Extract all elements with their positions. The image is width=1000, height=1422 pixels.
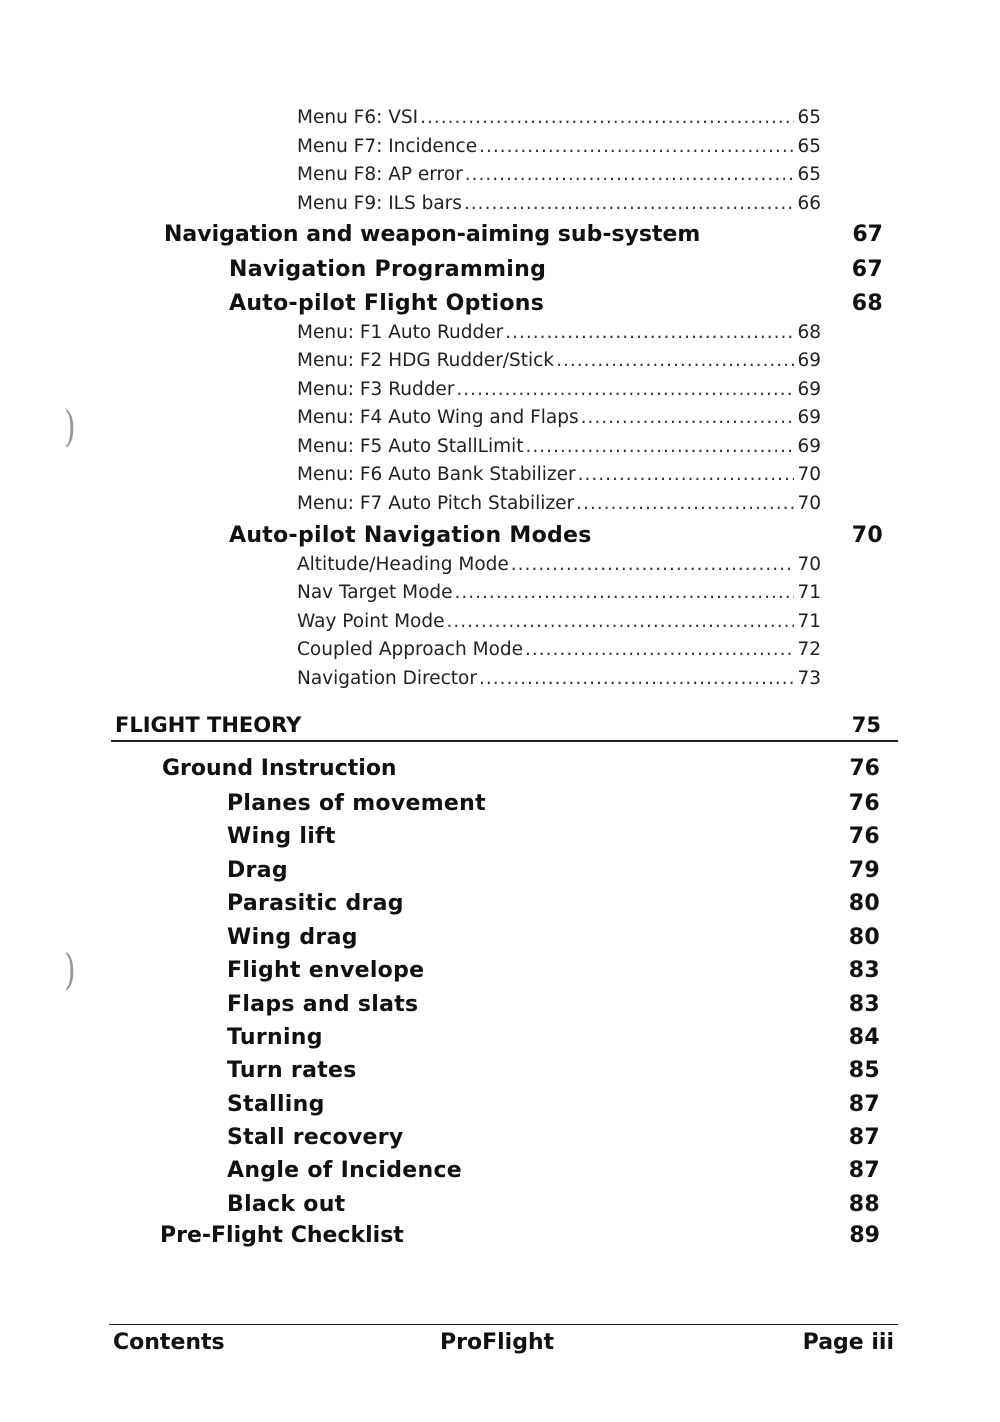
toc-topic[interactable] [227, 824, 880, 849]
topic-label: Drag [227, 858, 288, 883]
toc-entry[interactable] [297, 668, 821, 694]
toc-topic[interactable] [227, 1092, 880, 1117]
entry-page: 65 [797, 107, 821, 128]
topic-label: Planes of movement [227, 791, 486, 816]
topic-label: Wing drag [227, 925, 358, 950]
topic-page: 80 [848, 891, 880, 916]
toc-entry[interactable] [297, 582, 821, 608]
entry-label: Coupled Approach Mode [297, 639, 524, 660]
entry-page: 65 [797, 136, 821, 157]
toc-entry[interactable] [297, 136, 821, 162]
entry-label: Navigation Director [297, 668, 477, 689]
toc-entry[interactable] [297, 436, 821, 462]
entry-page: 70 [797, 493, 821, 514]
heading-label: Auto-pilot Flight Options [229, 291, 545, 316]
toc-topic[interactable] [227, 858, 880, 883]
topic-page: 87 [848, 1092, 880, 1117]
toc-heading-navigation[interactable] [164, 222, 883, 247]
topic-label: Turning [227, 1025, 323, 1050]
topic-page: 83 [848, 958, 880, 983]
heading-page: 76 [849, 756, 880, 781]
dot-leader [464, 193, 795, 214]
toc-topic[interactable] [227, 1192, 880, 1217]
dot-leader [511, 554, 795, 575]
topic-page: 79 [848, 858, 880, 883]
toc-entry[interactable] [297, 493, 821, 519]
topic-page: 88 [848, 1192, 880, 1217]
topic-label: Turn rates [227, 1058, 357, 1083]
toc-topic[interactable] [227, 992, 880, 1017]
dot-leader [526, 436, 795, 457]
topic-label: Angle of Incidence [227, 1158, 463, 1183]
topic-label: Black out [227, 1192, 346, 1217]
entry-label: Menu F9: ILS bars [297, 193, 462, 214]
entry-label: Menu F6: VSI [297, 107, 419, 128]
entry-label: Menu: F1 Auto Rudder [297, 322, 504, 343]
section-divider [111, 740, 898, 742]
heading-label: Pre-Flight Checklist [160, 1223, 404, 1248]
topic-label: Wing lift [227, 824, 336, 849]
toc-topic[interactable] [227, 925, 880, 950]
toc-topic[interactable] [227, 958, 880, 983]
toc-entry[interactable] [297, 107, 821, 133]
toc-heading-ground-instruction[interactable] [162, 756, 880, 781]
topic-page: 85 [848, 1058, 880, 1083]
topic-page: 87 [848, 1125, 880, 1150]
heading-page: 67 [852, 222, 883, 247]
topic-label: Stalling [227, 1092, 325, 1117]
entry-label: Nav Target Mode [297, 582, 453, 603]
dot-leader [447, 611, 795, 632]
dot-leader [525, 639, 794, 660]
toc-topic[interactable] [227, 1125, 880, 1150]
section-label: FLIGHT THEORY [115, 713, 302, 737]
topic-page: 76 [848, 824, 880, 849]
toc-topic[interactable] [227, 1158, 880, 1183]
entry-page: 70 [797, 554, 821, 575]
entry-page: 66 [797, 193, 821, 214]
entry-label: Menu F8: AP error [297, 164, 463, 185]
toc-entry[interactable] [297, 322, 821, 348]
heading-label: Auto-pilot Navigation Modes [229, 523, 592, 548]
toc-topic[interactable] [227, 1025, 880, 1050]
entry-page: 68 [797, 322, 821, 343]
entry-page: 69 [797, 350, 821, 371]
dot-leader [465, 164, 795, 185]
entry-label: Menu: F4 Auto Wing and Flaps [297, 407, 579, 428]
heading-page: 67 [851, 257, 883, 282]
toc-entry[interactable] [297, 554, 821, 580]
toc-topic[interactable] [227, 1058, 880, 1083]
entry-label: Menu: F5 Auto StallLimit [297, 436, 524, 457]
entry-page: 65 [797, 164, 821, 185]
heading-page: 70 [851, 523, 883, 548]
toc-heading-pre-flight[interactable] [160, 1223, 880, 1248]
toc-entry[interactable] [297, 350, 821, 376]
toc-heading-nav-programming[interactable] [229, 257, 883, 282]
entry-label: Menu: F6 Auto Bank Stabilizer [297, 464, 576, 485]
entry-label: Menu: F3 Rudder [297, 379, 455, 400]
heading-label: Navigation and weapon-aiming sub-system [164, 222, 701, 247]
dot-leader [455, 582, 795, 603]
toc-topic[interactable] [227, 791, 880, 816]
entry-page: 71 [797, 611, 821, 632]
entry-page: 72 [797, 639, 821, 660]
topic-page: 83 [848, 992, 880, 1017]
toc-heading-flight-options[interactable] [229, 291, 883, 316]
heading-page: 68 [851, 291, 883, 316]
dot-leader [581, 407, 795, 428]
topic-page: 76 [848, 791, 880, 816]
entry-label: Menu F7: Incidence [297, 136, 478, 157]
entry-page: 70 [797, 464, 821, 485]
dot-leader [556, 350, 794, 371]
toc-heading-nav-modes[interactable] [229, 523, 883, 548]
heading-label: Ground Instruction [162, 756, 397, 781]
entry-page: 69 [797, 379, 821, 400]
entry-label: Altitude/Heading Mode [297, 554, 509, 575]
heading-label: Navigation Programming [229, 257, 547, 282]
toc-entry[interactable] [297, 464, 821, 490]
margin-mark: ) [64, 403, 76, 452]
topic-label: Parasitic drag [227, 891, 404, 916]
dot-leader [578, 464, 795, 485]
entry-label: Menu: F2 HDG Rudder/Stick [297, 350, 555, 371]
topic-page: 84 [848, 1025, 880, 1050]
heading-page: 89 [849, 1223, 880, 1248]
footer-divider [109, 1324, 898, 1325]
entry-page: 69 [797, 436, 821, 457]
topic-label: Flight envelope [227, 958, 425, 983]
footer-page-number: Page iii [802, 1330, 894, 1355]
topic-label: Flaps and slats [227, 992, 419, 1017]
footer-section-label: Contents [113, 1330, 225, 1355]
dot-leader [456, 379, 794, 400]
toc-entry[interactable] [297, 164, 821, 190]
toc-entry[interactable] [297, 379, 821, 405]
topic-page: 80 [848, 925, 880, 950]
toc-entry[interactable] [297, 407, 821, 433]
footer-title: ProFlight [440, 1330, 555, 1355]
topic-page: 87 [848, 1158, 880, 1183]
dot-leader [420, 107, 794, 128]
toc-entry[interactable] [297, 611, 821, 637]
entry-page: 71 [797, 582, 821, 603]
toc-entry[interactable] [297, 639, 821, 665]
toc-topic[interactable] [227, 891, 880, 916]
dot-leader [576, 493, 794, 514]
toc-entry[interactable] [297, 193, 821, 219]
entry-page: 73 [797, 668, 821, 689]
dot-leader [479, 668, 794, 689]
entry-page: 69 [797, 407, 821, 428]
section-page: 75 [851, 713, 881, 737]
entry-label: Way Point Mode [297, 611, 445, 632]
topic-label: Stall recovery [227, 1125, 404, 1150]
entry-label: Menu: F7 Auto Pitch Stabilizer [297, 493, 575, 514]
margin-mark: ) [64, 946, 76, 995]
dot-leader [505, 322, 794, 343]
toc-section-flight-theory[interactable] [115, 713, 881, 737]
dot-leader [479, 136, 794, 157]
